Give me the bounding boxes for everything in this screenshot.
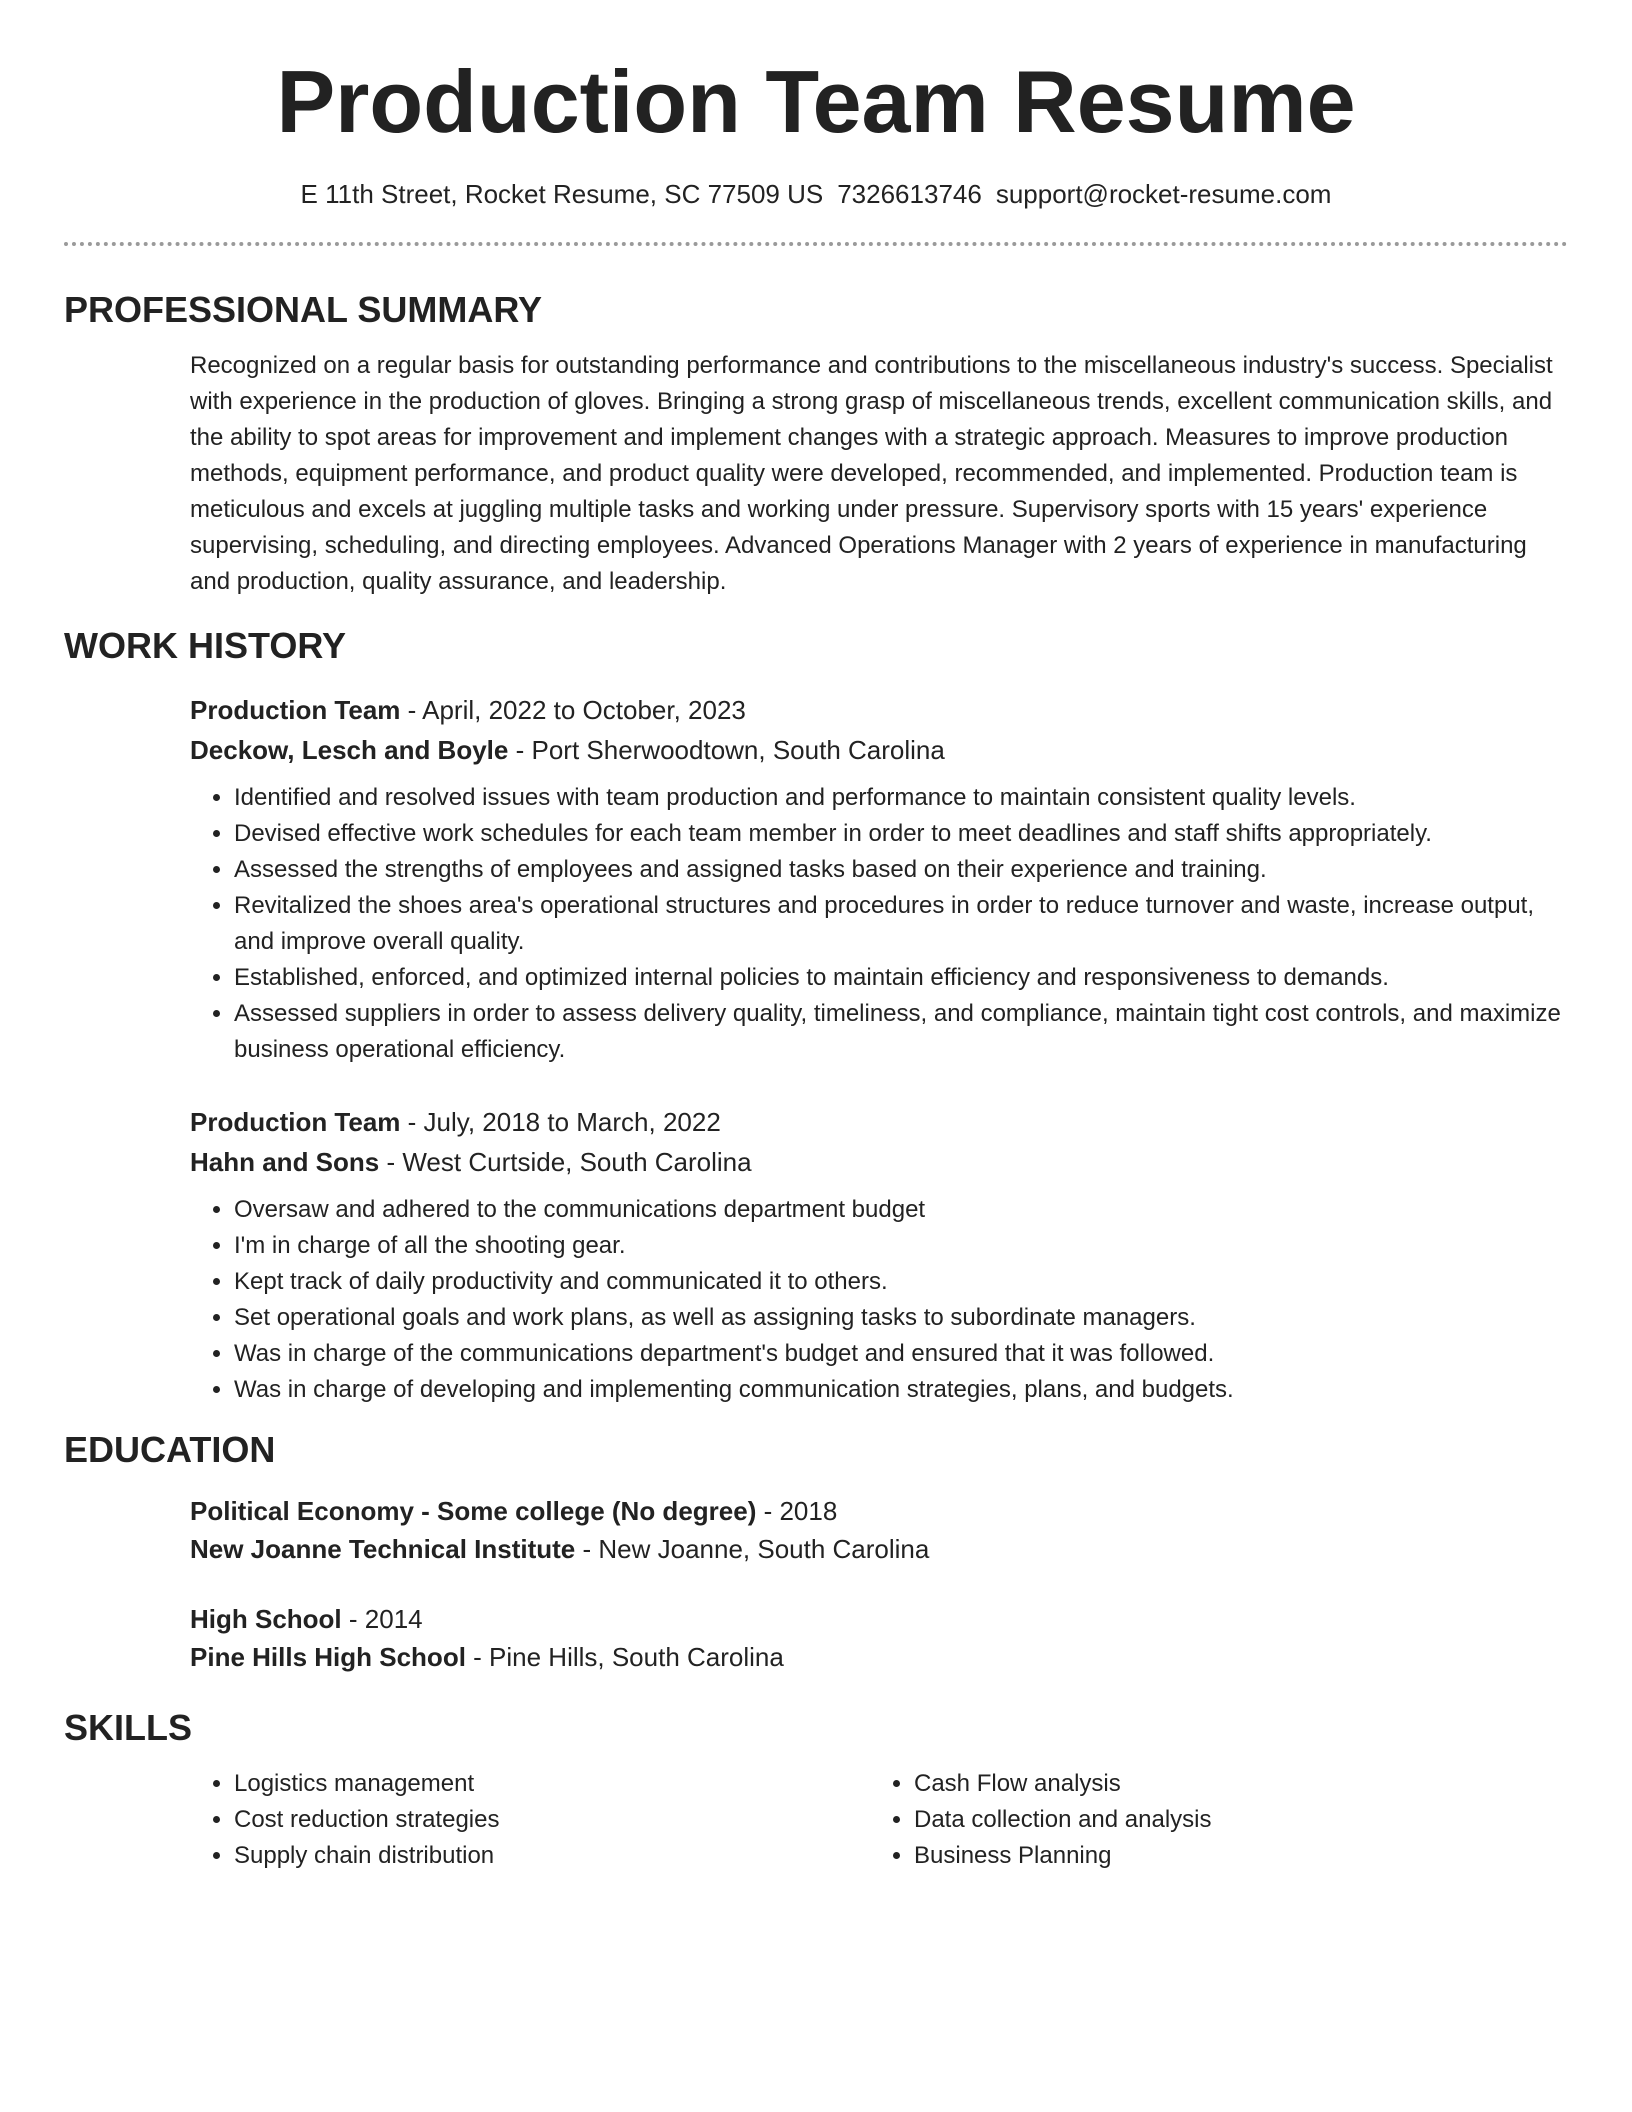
skill-item: • Data collection and analysis	[914, 1802, 1550, 1838]
job-role: Production Team	[190, 695, 401, 725]
job-duty-item: • I'm in charge of all the shooting gear.	[234, 1228, 1568, 1264]
job-entry	[190, 1102, 1568, 1408]
education-school-line	[190, 1530, 1568, 1568]
contact-address: E 11th Street, Rocket Resume, SC 77509 US	[300, 179, 824, 209]
section-title-education: EDUCATION	[64, 1429, 276, 1470]
section-title-summary: PROFESSIONAL SUMMARY	[64, 289, 543, 330]
job-duty-item: • Revitalized the shoes area's operational structures and procedures in order to reduce turnover and waste, increase output, and improve overall quality.	[234, 888, 1568, 960]
job-duty-item: • Set operational goals and work plans, as well as assigning tasks to subordinate managers.	[234, 1300, 1568, 1336]
education-location: - New Joanne, South Carolina	[575, 1534, 930, 1564]
contact-line	[64, 176, 1568, 212]
education-school: Pine Hills High School	[190, 1642, 466, 1672]
section-title-work-history: WORK HISTORY	[64, 625, 347, 666]
work-history-list	[190, 690, 1568, 1408]
job-company-line	[190, 730, 1568, 770]
skill-item: • Business Planning	[914, 1838, 1550, 1874]
education-degree: High School	[190, 1604, 342, 1634]
job-company: Hahn and Sons	[190, 1147, 380, 1177]
job-duty-item: • Kept track of daily productivity and communicated it to others.	[234, 1264, 1568, 1300]
job-duties	[190, 1192, 1568, 1408]
job-duty-item: • Assessed the strengths of employees and assigned tasks based on their experience and training.	[234, 852, 1568, 888]
education-list	[190, 1492, 1568, 1676]
resume-title: Production Team Resume	[276, 52, 1356, 151]
job-role: Production Team	[190, 1107, 401, 1137]
education-degree-line	[190, 1492, 1568, 1530]
job-location: - West Curtside, South Carolina	[379, 1147, 752, 1177]
job-role-line	[190, 690, 1568, 730]
job-duties	[190, 780, 1568, 1068]
job-entry	[190, 690, 1568, 1068]
job-duty-item: • Was in charge of developing and implementing communication strategies, plans, and budgets.	[234, 1372, 1568, 1408]
education-entry	[190, 1492, 1568, 1568]
education-degree: Political Economy - Some college (No degree)	[190, 1496, 757, 1526]
skill-item: • Cost reduction strategies	[234, 1802, 870, 1838]
education-school-line	[190, 1638, 1568, 1676]
skill-item: • Logistics management	[234, 1766, 870, 1802]
education-year: - 2018	[756, 1496, 838, 1526]
contact-email: support@rocket-resume.com	[995, 179, 1332, 209]
skills-column-right	[870, 1766, 1550, 1874]
skill-item: • Cash Flow analysis	[914, 1766, 1550, 1802]
job-location: - Port Sherwoodtown, South Carolina	[508, 735, 945, 765]
job-company-line	[190, 1142, 1568, 1182]
job-duty-item: • Oversaw and adhered to the communications department budget	[234, 1192, 1568, 1228]
header-divider	[64, 242, 1568, 246]
job-duty-item: • Was in charge of the communications department's budget and ensured that it was followed.	[234, 1336, 1568, 1372]
section-title-skills: SKILLS	[64, 1707, 193, 1748]
job-company: Deckow, Lesch and Boyle	[190, 735, 509, 765]
skills-column-left	[190, 1766, 870, 1874]
contact-phone: 7326613746	[837, 179, 982, 209]
job-duty-item: • Established, enforced, and optimized internal policies to maintain efficiency and responsiveness to demands.	[234, 960, 1568, 996]
education-location: - Pine Hills, South Carolina	[465, 1642, 784, 1672]
skills-grid	[190, 1766, 1568, 1874]
skill-item: • Supply chain distribution	[234, 1838, 870, 1874]
job-dates: - July, 2018 to March, 2022	[400, 1107, 721, 1137]
summary-text: Recognized on a regular basis for outstanding performance and contributions to the miscellaneous industry's success. Specialist with experience in the production of gloves. Bringing a strong grasp of miscellaneous trends, excellent communication skills, and the ability to spot areas for improvement and implement changes with a strategic approach. Measures to improve production methods, equipment performance, and product quality were developed, recommended, and implemented. Production team is meticulous and excels at juggling multiple tasks and working under pressure. Supervisory sports with 15 years' experience supervising, scheduling, and directing employees. Advanced Operations Manager with 2 years of experience in manufacturing and production, quality assurance, and leadership.	[190, 352, 1553, 595]
education-entry	[190, 1600, 1568, 1676]
resume-header	[64, 0, 1568, 212]
job-duty-item: • Devised effective work schedules for each team member in order to meet deadlines and staff shifts appropriately.	[234, 816, 1568, 852]
job-role-line	[190, 1102, 1568, 1142]
education-year: - 2014	[341, 1604, 423, 1634]
job-duty-item: • Identified and resolved issues with team production and performance to maintain consistent quality levels.	[234, 780, 1568, 816]
education-degree-line	[190, 1600, 1568, 1638]
job-dates: - April, 2022 to October, 2023	[400, 695, 746, 725]
education-school: New Joanne Technical Institute	[190, 1534, 576, 1564]
job-duty-item: • Assessed suppliers in order to assess delivery quality, timeliness, and compliance, maintain tight cost controls, and maximize business operational efficiency.	[234, 996, 1568, 1068]
